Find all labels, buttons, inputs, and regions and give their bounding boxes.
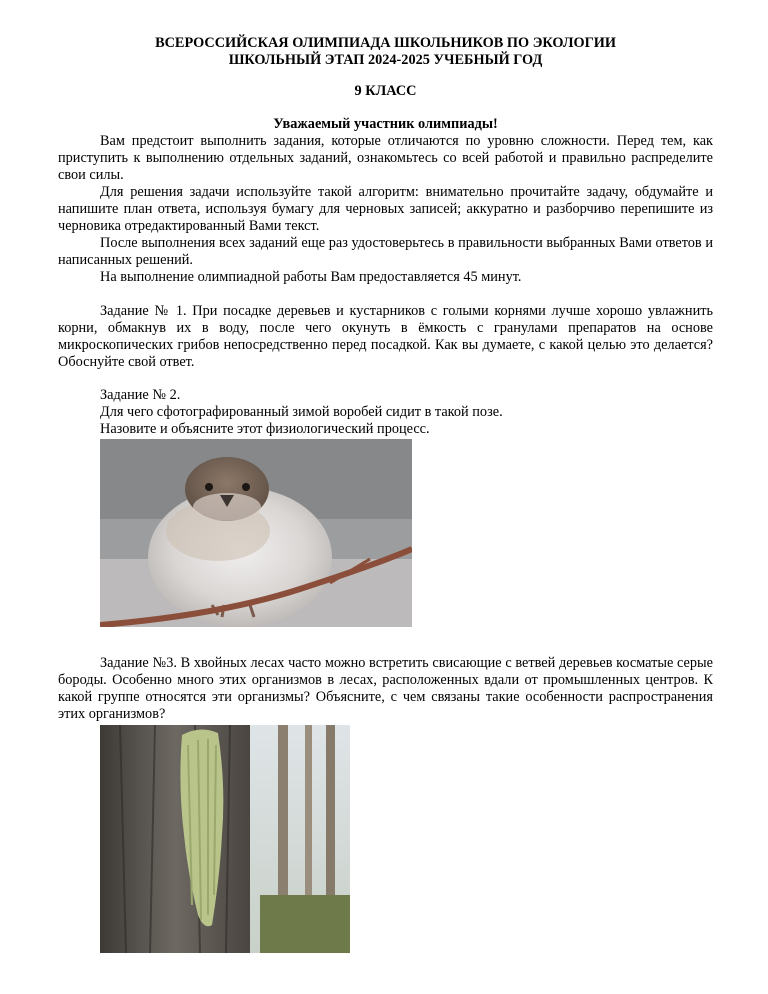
document-title-line-1: ВСЕРОССИЙСКАЯ ОЛИМПИАДА ШКОЛЬНИКОВ ПО ЭКОЛОГИИ	[155, 35, 616, 51]
task-3-text: Задание №3. В хвойных лесах часто можно встретить свисающие с ветвей деревьев косматые серые бороды. Особенно много этих организмов в лесах, расположенных вдали от промышленных центров. К какой группе относятся эти организмы? Объясните, с чем связаны такие особенности распространения этих организмов?	[58, 655, 713, 722]
sparrow-photo	[100, 439, 412, 627]
intro-paragraph-3: После выполнения всех заданий еще раз удостоверьтесь в правильности выбранных Вами ответов и написанных решений.	[58, 235, 713, 268]
task-2-line-2: Назовите и объясните этот физиологический процесс.	[100, 421, 430, 437]
document-title-line-2: ШКОЛЬНЫЙ ЭТАП 2024-2025 УЧЕБНЫЙ ГОД	[228, 52, 543, 68]
olympiad-document	[58, 35, 713, 953]
task-2-title: Задание № 2.	[100, 387, 181, 403]
intro-paragraph-1: Вам предстоит выполнить задания, которые отличаются по уровню сложности. Перед тем, как приступить к выполнению отдельных заданий, ознакомьтесь со всей работой и правильно распределите свои силы.	[58, 133, 713, 183]
grade-label: 9 КЛАСС	[354, 83, 417, 99]
intro-paragraph-2: Для решения задачи используйте такой алгоритм: внимательно прочитайте задачу, обдумайте и напишите план ответа, используя бумагу для черновых записей; аккуратно и разборчиво перепишите из черновика отредактированный Вами текст.	[58, 184, 713, 234]
lichen-photo	[100, 725, 350, 953]
lichen-illustration	[100, 725, 350, 953]
sparrow-illustration	[100, 439, 412, 627]
greeting-heading: Уважаемый участник олимпиады!	[273, 116, 498, 132]
task-1-text: Задание № 1. При посадке деревьев и кустарников с голыми корнями лучше хорошо увлажнить корни, обмакнув их в воду, после чего окунуть в ёмкость с гранулами препаратов на основе микроскопических грибов непосредственно перед посадкой. Как вы думаете, с какой целью это делается? Обоснуйте свой ответ.	[58, 303, 713, 370]
intro-paragraph-4: На выполнение олимпиадной работы Вам предоставляется 45 минут.	[100, 269, 522, 285]
task-2-line-1: Для чего сфотографированный зимой воробей сидит в такой позе.	[100, 404, 503, 420]
